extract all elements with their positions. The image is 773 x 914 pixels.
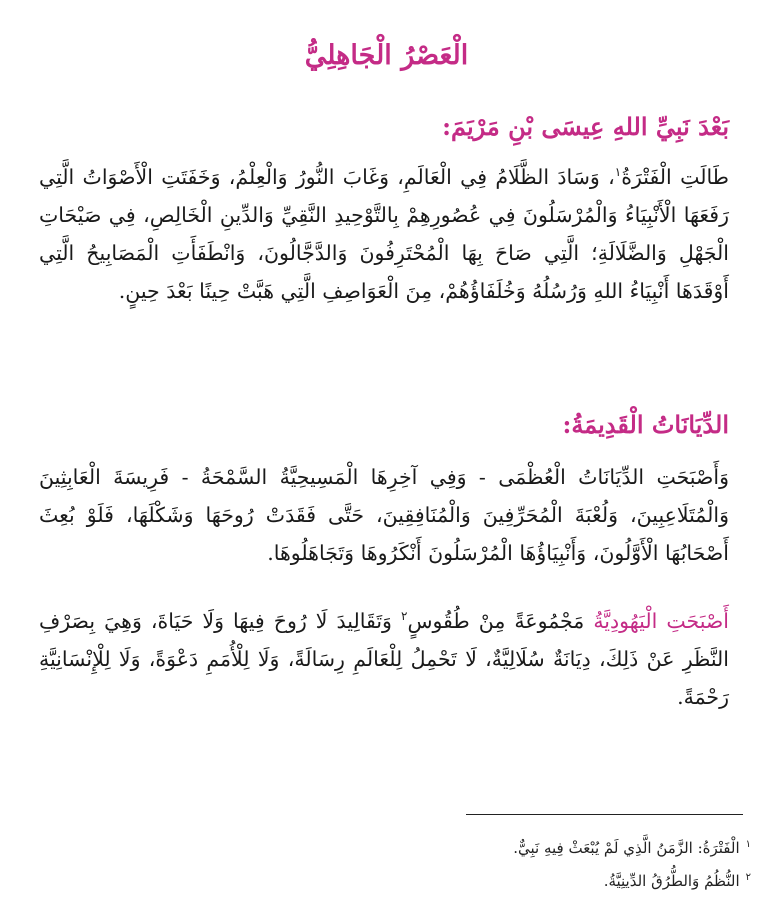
footnotes: [331, 830, 751, 896]
footnote-1-number: ١: [745, 839, 751, 850]
paragraph-judaism: [39, 602, 729, 716]
paragraph-fatra-start: طَالَتِ الْفَتْرَةُ: [621, 165, 730, 189]
footnote-ref-1[interactable]: ١: [614, 165, 622, 180]
highlight-judaism: أَصْبَحَتِ الْيَهُودِيَّةُ: [593, 609, 729, 633]
paragraph-fatra-body: ، وَسَادَ الظَّلَامُ فِي الْعَالَمِ، وَغَابَ النُّورُ وَالْعِلْمُ، وَخَفَتَتِ الْأَصْوَاتُ الَّتِي رَفَعَهَا الْأَنْبِيَاءُ وَالْمُرْسَلُونَ فِي عُصُورِهِمْ بِالتَّوْحِيدِ النَّقِيِّ وَالدِّينِ الْخَالِصِ، فِي صَيْحَاتِ الْجَهْلِ وَالضَّلَالَةِ؛ الَّتِي صَاحَ بِهَا الْمُحْتَرِفُونَ وَالدَّجَّالُونَ، وَانْطَفَأَتِ الْمَصَابِيحُ الَّتِي أَوْقَدَهَا أَنْبِيَاءُ اللهِ وَرُسُلُهُ وَخُلَفَاؤُهُمْ، مِنَ الْعَوَاصِفِ الَّتِي هَبَّتْ حِينًا بَعْدَ حِينٍ.: [39, 165, 729, 303]
paragraph-religions: وَأَصْبَحَتِ الدِّيَانَاتُ الْعُظْمَى - وَفِي آخِرِهَا الْمَسِيحِيَّةُ السَّمْحَةُ - فَرِيسَةَ الْعَابِثِينَ وَالْمُتَلَاعِبِينَ، وَلُعْبَةَ الْمُحَرِّفِينَ وَالْمُنَافِقِينَ، حَتَّى فَقَدَتْ رُوحَهَا وَشَكْلَهَا، فَلَوْ بُعِثَ أَصْحَابُهَا الْأَوَّلُونَ، وَأَنْبِيَاؤُهَا الْمُرْسَلُونَ أَنْكَرُوهَا وَتَجَاهَلُوهَا.: [39, 465, 729, 565]
page-title: الْعَصْرُ الْجَاهِلِيُّ: [304, 40, 469, 71]
footnote-ref-2[interactable]: ٢: [400, 609, 408, 624]
footnote-1: [331, 830, 751, 863]
paragraph-judaism-start: مَجْمُوعَةً مِنْ طُقُوسٍ: [407, 609, 594, 633]
footnote-1-text: الْفَتْرَةُ: الزَّمَنُ الَّذِي لَمْ يُبْعَثْ فِيهِ نَبِيٌّ.: [513, 839, 740, 857]
footnote-2: [331, 863, 751, 896]
footnote-2-text: النُّظُمُ وَالطُّرُقُ الدِّينِيَّةُ.: [603, 872, 740, 890]
section-heading-old-religions: الدِّيَانَاتُ الْقَدِيمَةُ:: [562, 410, 729, 439]
section-heading-after-isa: بَعْدَ نَبِيِّ اللهِ عِيسَى بْنِ مَرْيَمَ:: [442, 112, 729, 141]
paragraph-judaism-body: وَتَقَالِيدَ لَا رُوحَ فِيهَا وَلَا حَيَاةَ، وَهِيَ بِصَرْفِ النَّظَرِ عَنْ ذَلِكَ، دِيَانَةٌ سُلَالِيَّةٌ، لَا تَحْمِلُ لِلْعَالَمِ رِسَالَةً، وَلَا لِلْأُمَمِ دَعْوَةً، وَلَا لِلْإِنْسَانِيَّةِ رَحْمَةً.: [39, 609, 729, 709]
footnote-2-number: ٢: [745, 872, 751, 883]
paragraph-fatra: [39, 158, 729, 310]
footnote-divider: [466, 814, 743, 815]
